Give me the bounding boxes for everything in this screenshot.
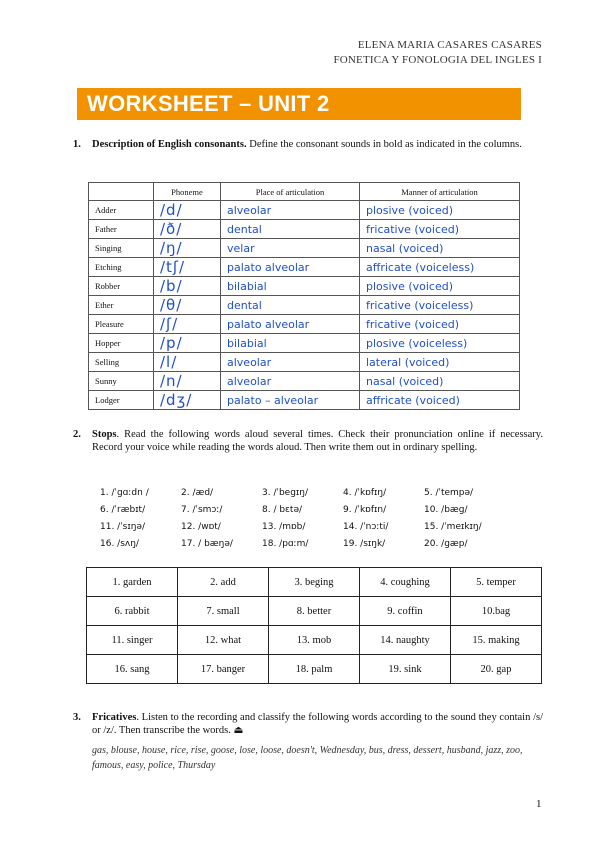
manner-cell: affricate (voiced) — [360, 391, 520, 410]
answer-row — [87, 626, 542, 655]
word-cell: Pleasure — [89, 315, 154, 334]
word-cell: Hopper — [89, 334, 154, 353]
answer-cell: 8. better — [269, 597, 360, 626]
ipa-row — [100, 485, 540, 502]
place-cell: alveolar — [221, 201, 360, 220]
section-1-text: Define the consonant sounds in bold as indicated in the columns. — [246, 139, 522, 150]
header-word — [89, 183, 154, 201]
worksheet-banner — [77, 88, 521, 120]
ipa-word: 10. /bæg/ — [424, 505, 468, 515]
manner-cell: fricative (voiced) — [360, 220, 520, 239]
manner-cell: plosive (voiceless) — [360, 334, 520, 353]
ipa-word-list — [100, 485, 540, 553]
phoneme-cell: /p/ — [154, 334, 221, 353]
section-1-heading: Description of English consonants. — [92, 139, 247, 150]
place-cell: palato – alveolar — [221, 391, 360, 410]
ipa-word: 2. /æd/ — [181, 488, 214, 498]
table-row — [89, 220, 520, 239]
header-manner: Manner of articulation — [360, 183, 520, 201]
answer-row — [87, 568, 542, 597]
phoneme-cell: /dʒ/ — [154, 391, 221, 410]
section-3 — [73, 711, 543, 737]
header-phoneme: Phoneme — [154, 183, 221, 201]
answer-cell: 7. small — [178, 597, 269, 626]
place-cell: alveolar — [221, 372, 360, 391]
answer-cell: 11. singer — [87, 626, 178, 655]
answer-cell: 13. mob — [269, 626, 360, 655]
ipa-word: 9. /ˈkɒfɪn/ — [343, 505, 387, 515]
ipa-word: 6. /ˈræbɪt/ — [100, 505, 146, 515]
ipa-row — [100, 536, 540, 553]
word-cell: Etching — [89, 258, 154, 277]
consonants-table-header — [89, 183, 520, 201]
section-1-number: 1. — [73, 139, 81, 150]
manner-cell: nasal (voiced) — [360, 372, 520, 391]
answer-cell: 15. making — [451, 626, 542, 655]
ipa-word: 3. /ˈbegɪŋ/ — [262, 488, 308, 498]
word-cell: Lodger — [89, 391, 154, 410]
ipa-word: 8. / bɛtə/ — [262, 505, 303, 515]
manner-cell: fricative (voiceless) — [360, 296, 520, 315]
course-name: FONETICA Y FONOLOGIA DEL INGLES I — [333, 54, 542, 66]
phoneme-cell: /b/ — [154, 277, 221, 296]
manner-cell: nasal (voiced) — [360, 239, 520, 258]
ipa-word: 14. /ˈnɔːti/ — [343, 522, 389, 532]
place-cell: dental — [221, 220, 360, 239]
table-row — [89, 296, 520, 315]
place-cell: bilabial — [221, 277, 360, 296]
manner-cell: fricative (voiced) — [360, 315, 520, 334]
answer-cell: 5. temper — [451, 568, 542, 597]
ipa-word: 13. /mɒb/ — [262, 522, 306, 532]
ipa-word: 17. / bæŋə/ — [181, 539, 233, 549]
word-cell: Sunny — [89, 372, 154, 391]
worksheet-title: WORKSHEET – UNIT 2 — [87, 91, 330, 116]
table-row — [89, 315, 520, 334]
page-number: 1 — [536, 798, 542, 810]
ipa-word: 12. /wɒt/ — [181, 522, 221, 532]
ipa-word: 20. /gæp/ — [424, 539, 468, 549]
word-cell: Father — [89, 220, 154, 239]
section-3-text: . Listen to the recording and classify the following words according to the sound they contain /s/ or /z/. Then transcribe the words. ⏏ — [92, 712, 543, 736]
manner-cell: affricate (voiceless) — [360, 258, 520, 277]
ipa-word: 11. /ˈsɪŋə/ — [100, 522, 145, 532]
manner-cell: plosive (voiced) — [360, 277, 520, 296]
word-cell: Selling — [89, 353, 154, 372]
answer-cell: 19. sink — [360, 655, 451, 684]
ipa-word: 15. /ˈmeɪkɪŋ/ — [424, 522, 482, 532]
section-2 — [73, 428, 543, 454]
answer-row — [87, 597, 542, 626]
answer-cell: 18. palm — [269, 655, 360, 684]
phoneme-cell: /θ/ — [154, 296, 221, 315]
answer-cell: 4. coughing — [360, 568, 451, 597]
section-3-heading: Fricatives — [92, 712, 137, 723]
ipa-word: 16. /sʌŋ/ — [100, 539, 139, 549]
phoneme-cell: /ʃ/ — [154, 315, 221, 334]
table-row — [89, 391, 520, 410]
word-cell: Ether — [89, 296, 154, 315]
answers-table — [86, 567, 542, 684]
place-cell: dental — [221, 296, 360, 315]
ipa-word: 4. /ˈkɒfɪŋ/ — [343, 488, 387, 498]
section-2-text: . Read the following words aloud several times. Check their pronunciation online if necessary. Record your voice while reading the words aloud. Then write them out in ordinary spelling. — [92, 429, 543, 453]
section-3-number: 3. — [73, 712, 81, 723]
answer-row — [87, 655, 542, 684]
consonants-table — [88, 182, 520, 410]
ipa-row — [100, 519, 540, 536]
section-2-heading: Stops — [92, 429, 117, 440]
table-row — [89, 258, 520, 277]
answer-cell: 3. beging — [269, 568, 360, 597]
table-row — [89, 372, 520, 391]
ipa-word: 19. /sɪŋk/ — [343, 539, 386, 549]
phoneme-cell: /l/ — [154, 353, 221, 372]
ipa-word: 7. /ˈsmɔː/ — [181, 505, 223, 515]
table-row — [89, 201, 520, 220]
ipa-word: 5. /ˈtempə/ — [424, 488, 474, 498]
answer-cell: 12. what — [178, 626, 269, 655]
answer-cell: 10.bag — [451, 597, 542, 626]
header-place: Place of articulation — [221, 183, 360, 201]
table-row — [89, 239, 520, 258]
place-cell: alveolar — [221, 353, 360, 372]
word-cell: Robber — [89, 277, 154, 296]
phoneme-cell: /ŋ/ — [154, 239, 221, 258]
phoneme-cell: /n/ — [154, 372, 221, 391]
word-cell: Adder — [89, 201, 154, 220]
manner-cell: plosive (voiced) — [360, 201, 520, 220]
table-row — [89, 353, 520, 372]
phoneme-cell: /d/ — [154, 201, 221, 220]
author-name: ELENA MARIA CASARES CASARES — [357, 39, 542, 51]
ipa-word: 1. /ˈgɑːdn / — [100, 488, 149, 498]
place-cell: palato alveolar — [221, 258, 360, 277]
answer-cell: 6. rabbit — [87, 597, 178, 626]
fricative-word-list: gas, blouse, house, rice, rise, goose, lose, loose, doesn't, Wednesday, bus, dress, dessert, husband, jazz, zoo, famous, easy, police, Thursday — [92, 745, 523, 771]
answer-cell: 20. gap — [451, 655, 542, 684]
answer-cell: 17. banger — [178, 655, 269, 684]
answer-cell: 2. add — [178, 568, 269, 597]
place-cell: velar — [221, 239, 360, 258]
answer-cell: 1. garden — [87, 568, 178, 597]
word-cell: Singing — [89, 239, 154, 258]
answer-cell: 16. sang — [87, 655, 178, 684]
answer-cell: 9. coffin — [360, 597, 451, 626]
section-1 — [73, 138, 543, 151]
ipa-row — [100, 502, 540, 519]
place-cell: bilabial — [221, 334, 360, 353]
phoneme-cell: /tʃ/ — [154, 258, 221, 277]
phoneme-cell: /ð/ — [154, 220, 221, 239]
place-cell: palato alveolar — [221, 315, 360, 334]
manner-cell: lateral (voiced) — [360, 353, 520, 372]
document-header — [333, 38, 542, 68]
section-2-number: 2. — [73, 429, 81, 440]
ipa-word: 18. /pɑːm/ — [262, 539, 309, 549]
table-row — [89, 277, 520, 296]
answer-cell: 14. naughty — [360, 626, 451, 655]
table-row — [89, 334, 520, 353]
